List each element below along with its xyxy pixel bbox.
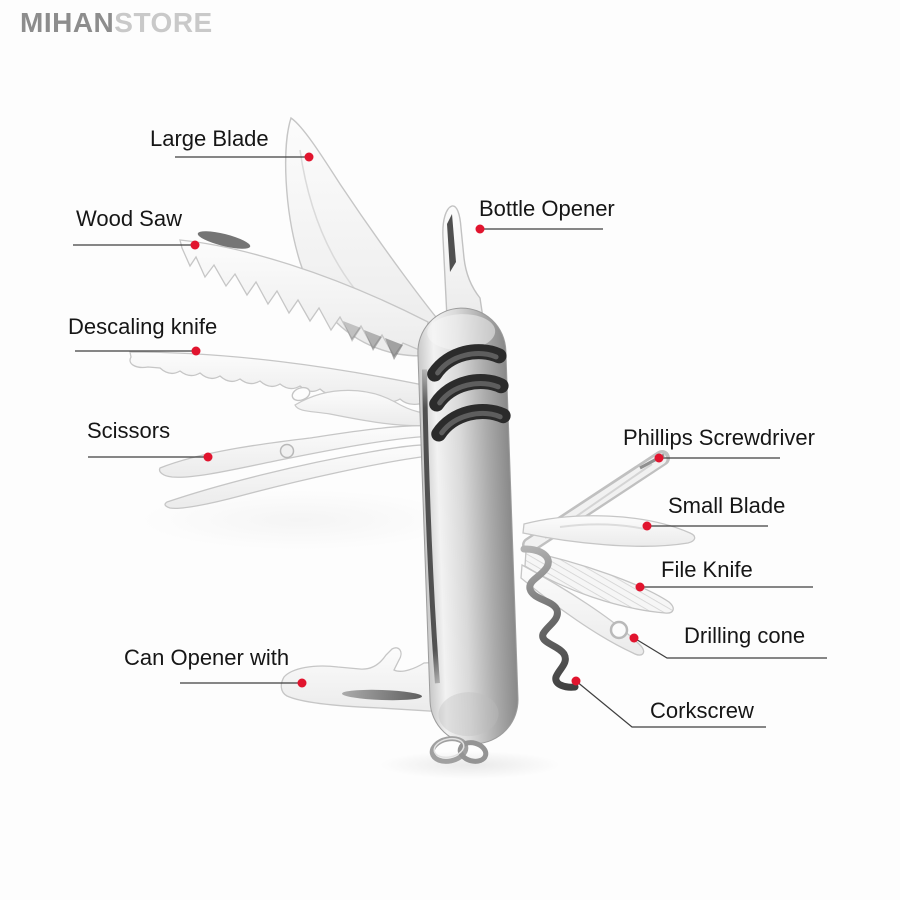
marker-dot (305, 153, 314, 162)
marker-dot (192, 347, 201, 356)
marker-dot (655, 454, 664, 463)
label-descaling-knife: Descaling knife (68, 314, 218, 339)
label-can-opener: Can Opener with (124, 645, 290, 670)
label-file-knife: File Knife (661, 557, 753, 582)
leader-phillips-screwdriver (655, 454, 781, 463)
marker-dot (643, 522, 652, 531)
label-wood-saw: Wood Saw (76, 206, 182, 231)
marker-dot (630, 634, 639, 643)
label-bottle-opener: Bottle Opener (479, 196, 615, 221)
marker-dot (298, 679, 307, 688)
leader-can-opener (180, 679, 307, 688)
leader-small-blade (643, 522, 769, 531)
leader-bottle-opener (476, 225, 604, 234)
store-logo-secondary: STORE (114, 7, 213, 38)
label-phillips-screwdriver: Phillips Screwdriver (623, 425, 815, 450)
leader-file-knife (636, 583, 814, 592)
leader-large-blade (175, 153, 314, 162)
store-logo (20, 6, 213, 40)
leader-wood-saw (73, 241, 200, 250)
marker-dot (572, 677, 581, 686)
marker-dot (636, 583, 645, 592)
leader-scissors (88, 453, 213, 462)
label-corkscrew: Corkscrew (650, 698, 754, 723)
store-logo-primary: MIHAN (20, 7, 115, 38)
marker-dot (191, 241, 200, 250)
label-drilling-cone: Drilling cone (684, 623, 806, 648)
label-small-blade: Small Blade (668, 493, 786, 518)
label-large-blade: Large Blade (150, 126, 269, 151)
marker-dot (204, 453, 213, 462)
label-scissors: Scissors (87, 418, 171, 443)
leader-descaling-knife (75, 347, 201, 356)
marker-dot (476, 225, 485, 234)
